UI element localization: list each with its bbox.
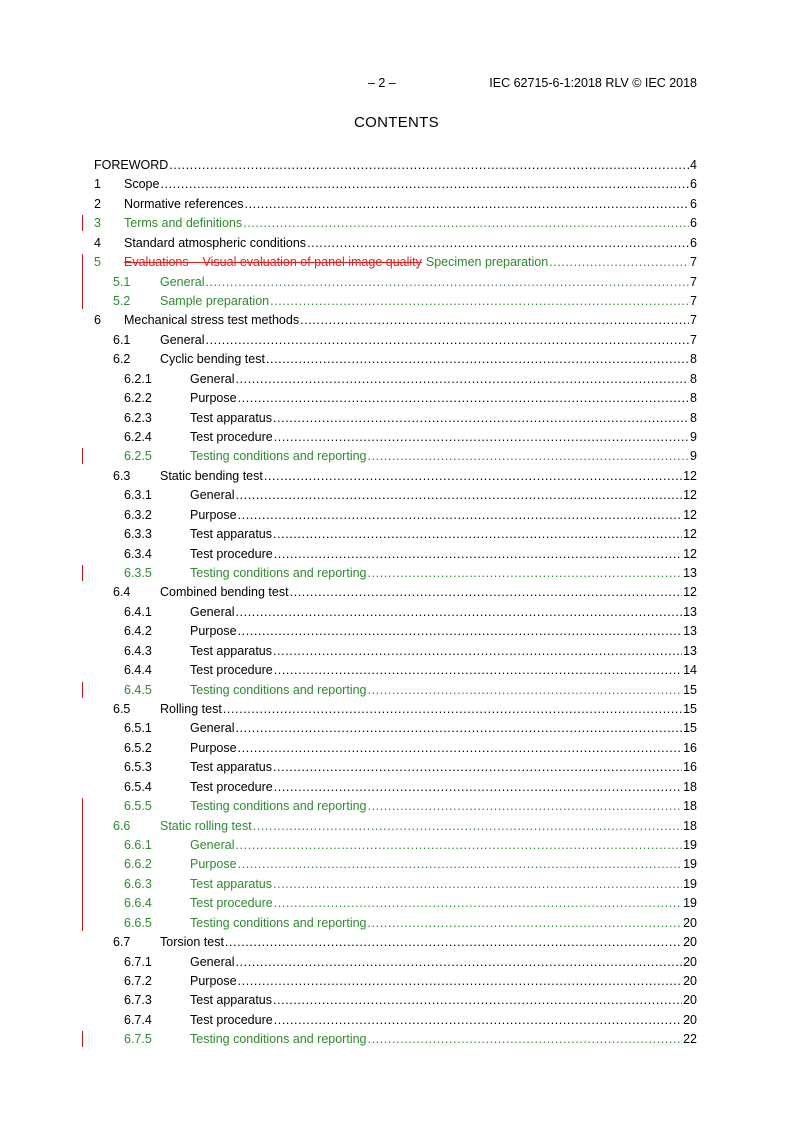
- toc-entry-number: 6.4.3: [124, 643, 152, 658]
- toc-entry-number: 1: [94, 177, 101, 192]
- toc-entry-title: Specimen preparation: [425, 255, 549, 270]
- toc-entry-page: 7: [690, 255, 697, 270]
- toc-entry-page: 8: [690, 352, 697, 367]
- toc-entry-page: 14: [683, 663, 697, 678]
- toc-entry-page: 15: [683, 702, 697, 717]
- dot-leader: [205, 332, 689, 348]
- toc-entry-page: 12: [683, 488, 697, 503]
- toc-entry[interactable]: [0, 176, 793, 192]
- toc-entry[interactable]: [0, 468, 793, 484]
- dot-leader: [274, 662, 682, 678]
- toc-entry-title: General: [190, 604, 235, 619]
- toc-entry-page: 16: [683, 740, 697, 755]
- toc-entry[interactable]: [0, 701, 793, 717]
- toc-entry[interactable]: [0, 351, 793, 367]
- change-bar: [82, 852, 83, 872]
- dot-leader: [274, 429, 689, 445]
- toc-entry-page: 12: [683, 585, 697, 600]
- toc-entry[interactable]: [0, 274, 793, 290]
- toc-entry-title: Torsion test: [160, 935, 224, 950]
- change-bar: [82, 565, 83, 581]
- toc-entry-number: 6.1: [113, 332, 131, 347]
- toc-entry-title: Purpose: [190, 624, 237, 639]
- dot-leader: [273, 876, 682, 892]
- toc-entry-page: 7: [690, 332, 697, 347]
- toc-entry[interactable]: [0, 759, 793, 775]
- dot-leader: [273, 526, 682, 542]
- toc-entry-number: 6.3.5: [124, 566, 152, 581]
- dot-leader: [266, 351, 689, 367]
- toc-entry-number: 6.7.3: [124, 993, 152, 1008]
- dot-leader: [368, 565, 683, 581]
- dot-leader: [238, 740, 683, 756]
- toc-entry-title: Purpose: [190, 507, 237, 522]
- page-header: [0, 76, 793, 92]
- toc-entry-title: Static bending test: [160, 468, 263, 483]
- toc-entry[interactable]: [0, 915, 793, 931]
- toc-entry-number: 6.3.3: [124, 527, 152, 542]
- dot-leader: [273, 410, 689, 426]
- toc-entry-title: General: [190, 838, 235, 853]
- dot-leader: [238, 507, 683, 523]
- toc-entry-title: Testing conditions and reporting: [190, 566, 367, 581]
- dot-leader: [273, 759, 682, 775]
- toc-entry-number: 6.5.1: [124, 721, 152, 736]
- toc-entry-page: 13: [683, 624, 697, 639]
- toc-entry[interactable]: [0, 604, 793, 620]
- toc-entry[interactable]: [0, 662, 793, 678]
- toc-entry-title: General: [190, 954, 235, 969]
- toc-entry-title: Testing conditions and reporting: [190, 915, 367, 930]
- toc-entry-page: 18: [683, 818, 697, 833]
- toc-entry[interactable]: [0, 643, 793, 659]
- toc-entry-number: 6.7.5: [124, 1032, 152, 1047]
- toc-entry-title: Combined bending test: [160, 585, 289, 600]
- toc-entry-page: 8: [690, 410, 697, 425]
- toc-entry-page: 9: [690, 449, 697, 464]
- dot-leader: [238, 390, 689, 406]
- toc-entry-title: Test procedure: [190, 1012, 273, 1027]
- toc-entry-number: 4: [94, 235, 101, 250]
- toc-entry-page: 7: [690, 294, 697, 308]
- toc-entry[interactable]: [0, 546, 793, 562]
- toc-entry-title: FOREWORD: [94, 158, 169, 172]
- dot-leader: [235, 720, 682, 736]
- toc-entry[interactable]: [0, 507, 793, 523]
- toc-entry-page: 13: [683, 604, 697, 619]
- toc-entry[interactable]: [0, 157, 793, 173]
- toc-entry-number: 6.5.3: [124, 760, 152, 775]
- toc-entry-number: 6.5: [113, 702, 131, 717]
- dot-leader: [235, 837, 682, 853]
- toc-entry-title: Test apparatus: [190, 760, 272, 775]
- toc-entry-number: 6.6.3: [124, 876, 152, 891]
- toc-entry[interactable]: [0, 565, 793, 581]
- dot-leader: [273, 643, 682, 659]
- dot-leader: [235, 954, 682, 970]
- toc-entry-title: Purpose: [190, 391, 237, 406]
- toc-entry-number: 6.4.5: [124, 682, 152, 697]
- dot-leader: [368, 798, 683, 814]
- change-bar: [82, 911, 83, 931]
- toc-entry-number: 6.7.1: [124, 954, 152, 969]
- toc-entry-title: Terms and definitions: [124, 216, 243, 231]
- toc-entry-number: 6.6.2: [124, 857, 152, 872]
- toc-entry[interactable]: [0, 623, 793, 639]
- toc-entry-number: 6.7.4: [124, 1012, 152, 1027]
- toc-entry[interactable]: [0, 856, 793, 872]
- toc-entry[interactable]: [0, 818, 793, 834]
- dot-leader: [225, 934, 682, 950]
- toc-entry-page: 6: [690, 235, 697, 250]
- toc-entry-number: 6.5.5: [124, 799, 152, 814]
- dot-leader: [274, 895, 682, 911]
- toc-entry-page: 20: [683, 993, 697, 1008]
- toc-entry-page: 6: [690, 196, 697, 211]
- toc-entry-number: 3: [94, 216, 101, 231]
- dot-leader: [238, 973, 683, 989]
- dot-leader: [549, 254, 689, 270]
- toc-entry-number: 6.2: [113, 352, 131, 367]
- toc-entry-number: 5.1: [113, 274, 131, 289]
- toc-entry-title: General: [190, 488, 235, 503]
- change-bar: [82, 1031, 83, 1047]
- toc-entry[interactable]: [0, 235, 793, 251]
- toc-entry-number: 5.2: [113, 294, 131, 308]
- change-bar: [82, 872, 83, 892]
- toc-entry[interactable]: [0, 312, 793, 328]
- toc-entry-page: 19: [683, 838, 697, 853]
- toc-entry-number: 6.4.2: [124, 624, 152, 639]
- toc-entry-title: Testing conditions and reporting: [190, 682, 367, 697]
- toc-entry[interactable]: [0, 954, 793, 970]
- toc-entry-number: 2: [94, 196, 101, 211]
- change-bar: [82, 254, 83, 270]
- toc-entry[interactable]: [0, 293, 793, 309]
- page-title: CONTENTS: [354, 114, 439, 131]
- dot-leader: [169, 157, 689, 173]
- toc-entry-number: 6.6.1: [124, 838, 152, 853]
- toc-entry-title: Rolling test: [160, 702, 222, 717]
- toc-entry-title: General: [160, 332, 205, 347]
- dot-leader: [235, 604, 682, 620]
- toc-entry-number: 6.4.1: [124, 604, 152, 619]
- toc-entry[interactable]: [0, 390, 793, 406]
- toc-entry-number: 6.2.5: [124, 449, 152, 464]
- dot-leader: [368, 448, 690, 464]
- toc-entry-title: Test apparatus: [190, 876, 272, 891]
- toc-entry-page: 6: [690, 177, 697, 192]
- toc-entry[interactable]: [0, 779, 793, 795]
- toc-entry-page: 20: [683, 935, 697, 950]
- toc-entry-number: 6.3: [113, 468, 131, 483]
- dot-leader: [274, 1012, 682, 1028]
- toc-entry[interactable]: [0, 487, 793, 503]
- toc-entry-page: 7: [690, 274, 697, 289]
- dot-leader: [368, 915, 683, 931]
- toc-entry-title: Purpose: [190, 974, 237, 989]
- toc-entry-page: 16: [683, 760, 697, 775]
- toc-entry-page: 22: [683, 1032, 697, 1047]
- toc-entry[interactable]: [0, 196, 793, 212]
- toc-entry-page: 20: [683, 974, 697, 989]
- dot-leader: [270, 293, 689, 309]
- toc-entry-title: General: [190, 371, 235, 386]
- toc-entry-title: Purpose: [190, 857, 237, 872]
- toc-entry-page: 18: [683, 779, 697, 794]
- toc-entry-page: 8: [690, 371, 697, 386]
- toc-entry-number: 6.7.2: [124, 974, 152, 989]
- dot-leader: [243, 215, 689, 231]
- toc-entry-page: 12: [683, 527, 697, 542]
- toc-entry-number: 6: [94, 313, 101, 328]
- toc-entry-title: Test apparatus: [190, 993, 272, 1008]
- toc-entry-page: 13: [683, 566, 697, 581]
- toc-entry-number: 6.3.4: [124, 546, 152, 561]
- toc-entry-page: 6: [690, 216, 697, 231]
- dot-leader: [160, 176, 689, 192]
- change-bar: [82, 289, 83, 309]
- toc-entry-number: 6.4: [113, 585, 131, 600]
- dot-leader: [205, 274, 689, 290]
- dot-leader: [245, 196, 690, 212]
- toc-entry-page: 19: [683, 876, 697, 891]
- dot-leader: [238, 623, 683, 639]
- dot-leader: [300, 312, 689, 328]
- toc-entry-title: General: [160, 274, 205, 289]
- toc-entry-title: Purpose: [190, 740, 237, 755]
- toc-entry-number: 6.3.1: [124, 488, 152, 503]
- change-bar: [82, 891, 83, 911]
- toc-entry-title: Standard atmospheric conditions: [124, 235, 307, 250]
- toc-entry[interactable]: [0, 837, 793, 853]
- toc-entry[interactable]: [0, 876, 793, 892]
- toc-entry-title: Test procedure: [190, 663, 273, 678]
- toc-entry-page: 20: [683, 915, 697, 930]
- toc-entry-page: 13: [683, 643, 697, 658]
- toc-entry-page: 12: [683, 507, 697, 522]
- dot-leader: [368, 1031, 683, 1047]
- dot-leader: [307, 235, 689, 251]
- toc-entry-page: 12: [683, 468, 697, 483]
- toc-entry-title: Testing conditions and reporting: [190, 449, 367, 464]
- change-bar: [82, 682, 83, 698]
- toc-entry-number: 6.2.2: [124, 391, 152, 406]
- toc-entry[interactable]: [0, 526, 793, 542]
- toc-entry[interactable]: [0, 254, 793, 270]
- toc-entry[interactable]: [0, 1012, 793, 1028]
- toc-entry-page: 8: [690, 391, 697, 406]
- toc-entry[interactable]: [0, 895, 793, 911]
- toc-entry[interactable]: [0, 992, 793, 1008]
- toc-entry-number: 6.5.2: [124, 740, 152, 755]
- toc-entry-title: Test apparatus: [190, 527, 272, 542]
- toc-entry-title: Test procedure: [190, 896, 273, 911]
- toc-entry[interactable]: [0, 720, 793, 736]
- toc-entry-title: Test apparatus: [190, 410, 272, 425]
- toc-entry[interactable]: [0, 410, 793, 426]
- toc-entry-title: Static rolling test: [160, 818, 252, 833]
- toc-entry-title: Test procedure: [190, 430, 273, 445]
- toc-entry-page: 4: [690, 158, 697, 172]
- change-bar: [82, 270, 83, 290]
- toc-entry-title: Test procedure: [190, 779, 273, 794]
- change-bar: [82, 798, 83, 814]
- dot-leader: [235, 487, 682, 503]
- page-number: – 2 –: [368, 76, 396, 90]
- toc-entry-title: Cyclic bending test: [160, 352, 265, 367]
- dot-leader: [253, 818, 682, 834]
- toc-entry-number: 6.6.4: [124, 896, 152, 911]
- toc-entry[interactable]: [0, 1031, 793, 1047]
- dot-leader: [223, 701, 682, 717]
- toc-entry-title: Testing conditions and reporting: [190, 799, 367, 814]
- toc-entry[interactable]: [0, 215, 793, 231]
- toc-entry-title: Test apparatus: [190, 643, 272, 658]
- toc-entry-title: Sample preparation: [160, 294, 270, 308]
- dot-leader: [273, 992, 682, 1008]
- toc-entry-page: 19: [683, 857, 697, 872]
- dot-leader: [238, 856, 683, 872]
- toc-entry-number: 6.6.5: [124, 915, 152, 930]
- toc-entry[interactable]: [0, 740, 793, 756]
- toc-entry[interactable]: [0, 682, 793, 698]
- toc-entry-page: 20: [683, 954, 697, 969]
- toc-entry-number: 6.2.4: [124, 430, 152, 445]
- toc-entry-page: 7: [690, 313, 697, 328]
- dot-leader: [368, 682, 683, 698]
- toc-entry-page: 20: [683, 1012, 697, 1027]
- change-bar: [82, 215, 83, 231]
- toc-entry-page: 15: [683, 682, 697, 697]
- toc-entry-title: Mechanical stress test methods: [124, 313, 300, 328]
- toc-entry-page: 18: [683, 799, 697, 814]
- document-id: IEC 62715-6-1:2018 RLV © IEC 2018: [489, 76, 697, 90]
- toc-entry-number: 6.2.3: [124, 410, 152, 425]
- toc-entry-page: 19: [683, 896, 697, 911]
- toc-entry[interactable]: [0, 448, 793, 464]
- toc-entry-number: 6.5.4: [124, 779, 152, 794]
- toc-entry[interactable]: [0, 973, 793, 989]
- toc-entry[interactable]: [0, 371, 793, 387]
- toc-entry-number: 6.7: [113, 935, 131, 950]
- toc-entry[interactable]: [0, 584, 793, 600]
- toc-entry-number: 6.6: [113, 818, 131, 833]
- toc-entry-title: General: [190, 721, 235, 736]
- toc-entry-title: Test procedure: [190, 546, 273, 561]
- toc-entry[interactable]: [0, 798, 793, 814]
- toc-entry-deleted-title: Evaluations – Visual evaluation of panel image quality: [124, 255, 422, 270]
- toc-entry-title: Normative references: [124, 196, 244, 211]
- toc-entry-number: 6.3.2: [124, 507, 152, 522]
- toc-entry-title: Scope: [124, 177, 160, 192]
- toc-entry-page: 9: [690, 430, 697, 445]
- toc-entry[interactable]: [0, 332, 793, 348]
- dot-leader: [274, 546, 682, 562]
- toc-entry-number: 6.4.4: [124, 663, 152, 678]
- toc-entry-number: 5: [94, 255, 101, 270]
- toc-entry-page: 15: [683, 721, 697, 736]
- change-bar: [82, 833, 83, 853]
- toc-entry-title: Testing conditions and reporting: [190, 1032, 367, 1047]
- toc-entry[interactable]: [0, 934, 793, 950]
- toc-entry[interactable]: [0, 429, 793, 445]
- dot-leader: [274, 779, 682, 795]
- dot-leader: [235, 371, 689, 387]
- dot-leader: [264, 468, 682, 484]
- change-bar: [82, 448, 83, 464]
- toc-entry-number: 6.2.1: [124, 371, 152, 386]
- change-bar: [82, 814, 83, 834]
- dot-leader: [290, 584, 683, 600]
- toc-entry-page: 12: [683, 546, 697, 561]
